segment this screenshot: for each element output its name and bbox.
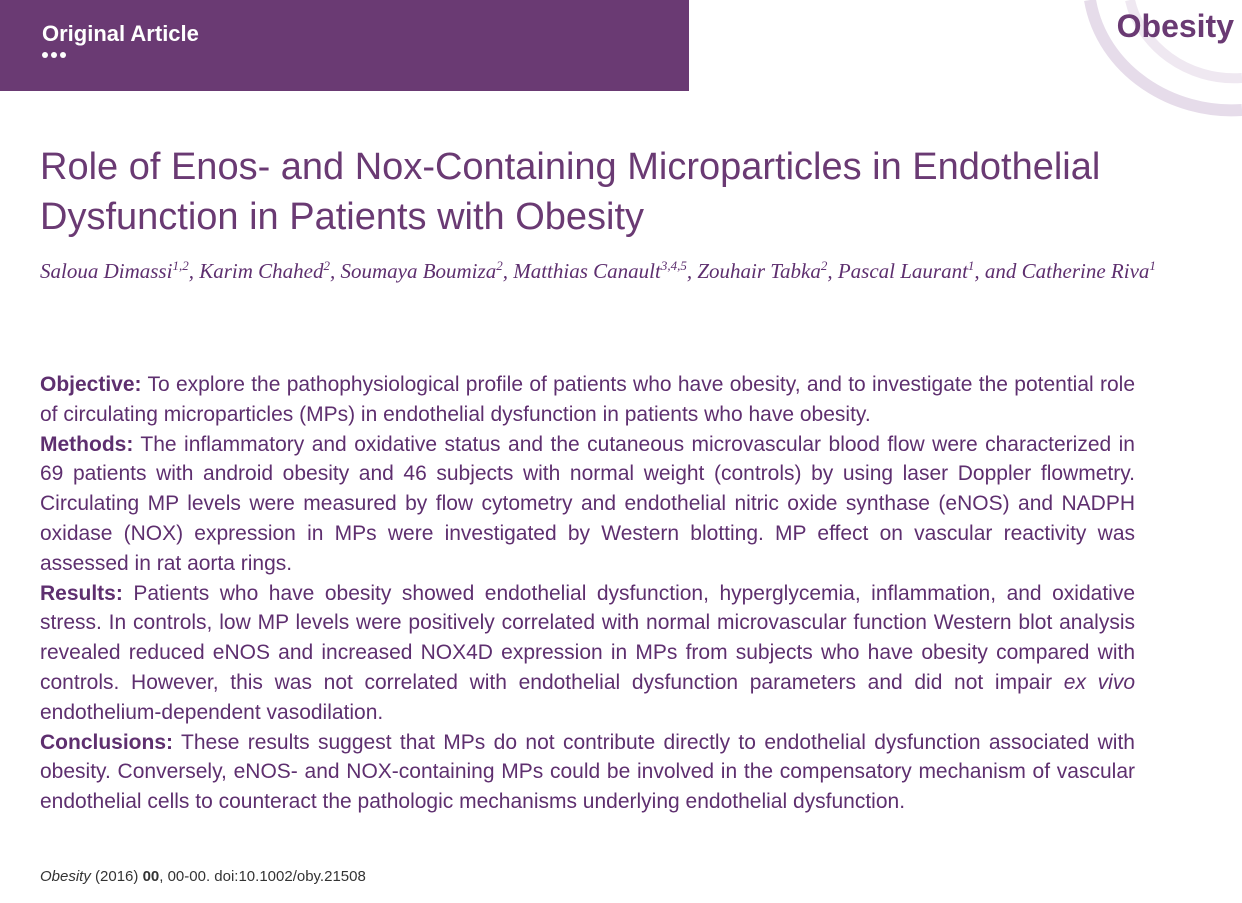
author-affiliation: 1 <box>1149 258 1156 273</box>
author-affiliation: 2 <box>496 258 503 273</box>
author-name: Zouhair Tabka <box>697 259 821 283</box>
abstract-conclusions <box>40 728 1135 817</box>
citation-journal: Obesity <box>40 868 91 885</box>
article-title: Role of Enos- and Nox-Containing Microparticles in Endothelial Dysfunction in Patients with Obesity <box>40 146 1101 238</box>
objective-label: Objective: <box>40 373 142 396</box>
abstract-objective <box>40 370 1135 430</box>
conclusions-label: Conclusions: <box>40 730 174 754</box>
author-affiliation: 3,4,5 <box>660 258 687 273</box>
abstract-methods <box>40 430 1135 579</box>
section-banner <box>0 0 689 91</box>
objective-text: To explore the pathophysiological profile of patients who have obesity, and to investigate the potential role of circulating microparticles (MPs) in endothelial dysfunction in patients who have obesity. <box>40 373 1135 426</box>
citation-doi: , 00-00. doi:10.1002/oby.21508 <box>159 868 366 885</box>
results-text-end: endothelium-dependent vasodilation. <box>40 700 384 724</box>
journal-logo: Obesity <box>1116 8 1234 44</box>
author-affiliation: 2 <box>323 258 330 273</box>
citation-volume: 00 <box>142 868 160 885</box>
abstract <box>40 370 1135 817</box>
author-affiliation: 1,2 <box>172 258 189 273</box>
author-name: Catherine Riva <box>1021 259 1150 283</box>
author-affiliation: 2 <box>820 258 828 273</box>
author-list: Saloua Dimassi$^{1,2}$, Karim Chahed$^2$, Soumaya Boumiza$^2$, Matthias Canault$^{3,4,5}$, Zouhair Tabka$^2$, Pascal Laurant$^1$, and Catherine Riva$^1$ <box>40 258 1156 283</box>
author-affiliation: 1 <box>967 258 975 273</box>
author-name: Soumaya Boumiza <box>340 259 497 283</box>
citation-line <box>40 868 366 885</box>
author-name: Saloua Dimassi <box>40 259 173 283</box>
abstract-results <box>40 579 1135 728</box>
citation-year: (2016) <box>95 868 139 885</box>
section-label: Original Article <box>42 21 199 46</box>
author-name: Karim Chahed <box>199 259 324 283</box>
author-name: Matthias Canault <box>513 259 661 283</box>
results-italic-term: ex vivo <box>1063 670 1135 694</box>
results-text: Patients who have obesity showed endothelial dysfunction, hyperglycemia, inflammation, and oxidative stress. In controls, low MP levels were positively correlated with normal microvascular function Western blot analysis revealed reduced eNOS and increased NOX4D expression in MPs from subjects who have obesity compared with controls. However, this was not correlated with endothelial dysfunction parameters and did not impair <box>40 581 1135 694</box>
ellipsis-icon <box>42 52 66 58</box>
conclusions-text: These results suggest that MPs do not contribute directly to endothelial dysfunction associated with obesity. Conversely, eNOS- and NOX-containing MPs could be involved in the compensatory mechanism of vascular endothelial cells to counteract the pathologic mechanisms underlying endothelial dysfunction. <box>40 730 1135 814</box>
methods-text: The inflammatory and oxidative status and the cutaneous microvascular blood flow were characterized in 69 patients with android obesity and 46 subjects with normal weight (controls) by using laser Doppler flowmetry. Circulating MP levels were measured by flow cytometry and endothelial nitric oxide synthase (eNOS) and NADPH oxidase (NOX) expression in MPs were investigated by Western blotting. MP effect on vascular reactivity was assessed in rat aorta rings. <box>40 432 1135 575</box>
methods-label: Methods: <box>40 432 134 456</box>
author-name: Pascal Laurant <box>837 259 968 283</box>
results-label: Results: <box>40 581 123 605</box>
